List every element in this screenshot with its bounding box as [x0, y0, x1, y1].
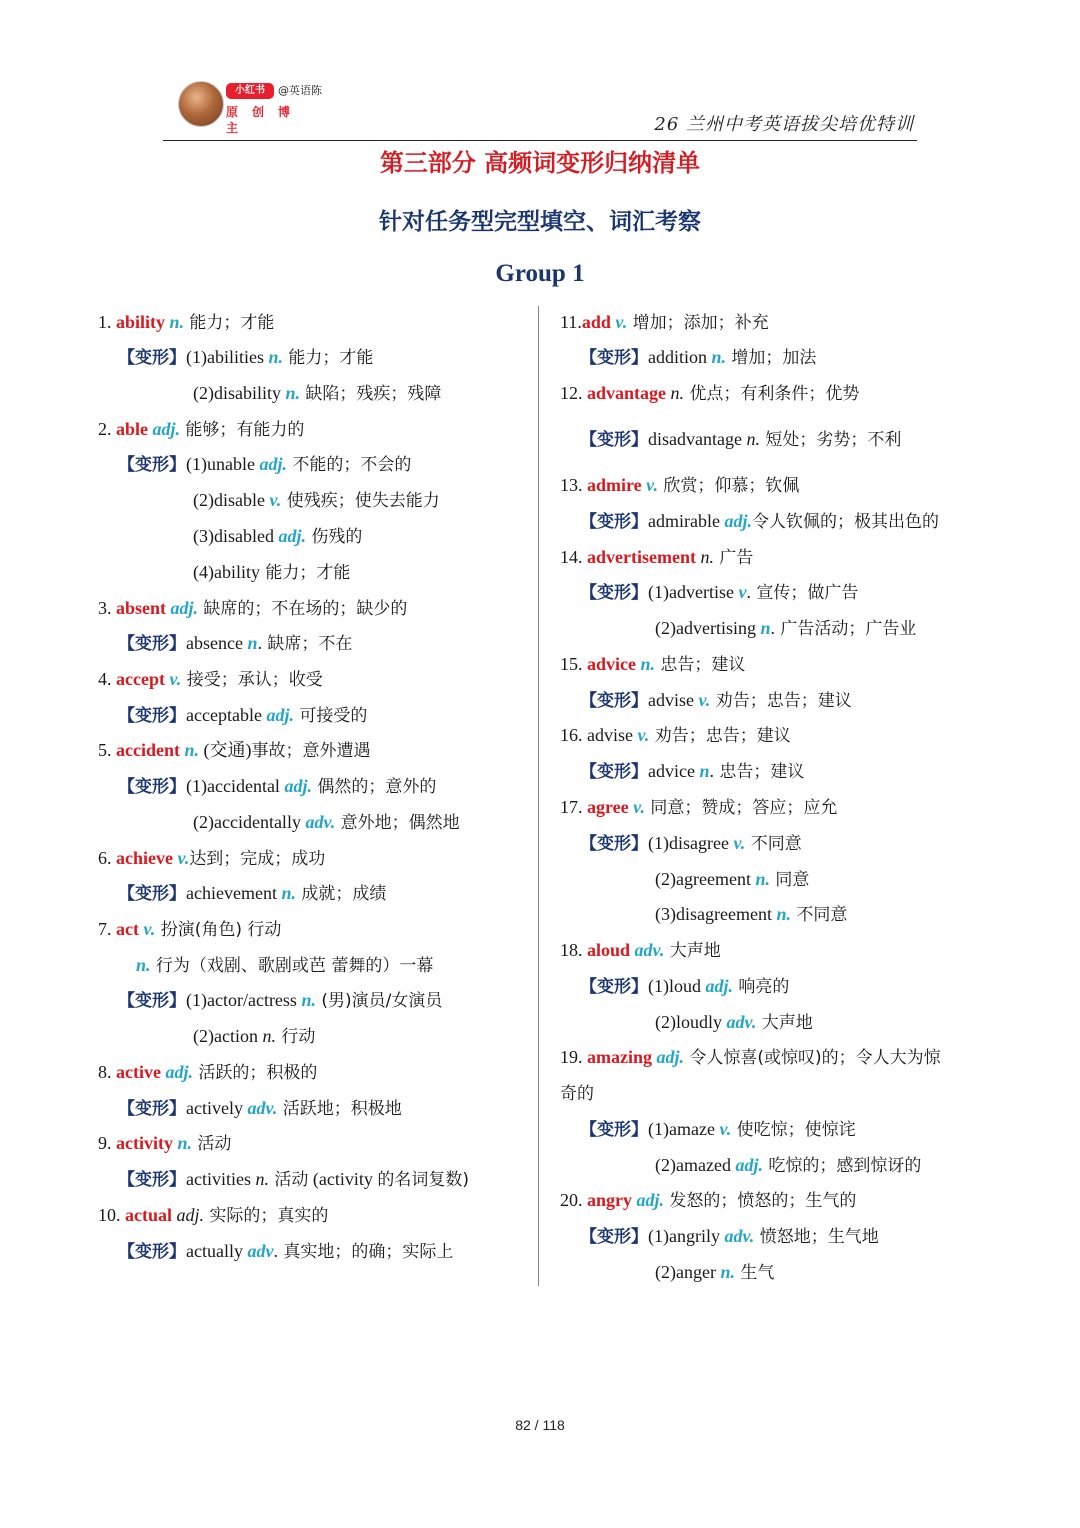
definition-text: 增加；加法 [726, 348, 817, 368]
english-text: 20. [560, 1190, 587, 1210]
english-text: (1)actor/actress [186, 990, 297, 1010]
headword: able [116, 419, 149, 439]
english-text: (1)advertise [648, 582, 734, 602]
english-text: 15. [560, 654, 587, 674]
vocab-line [98, 1132, 231, 1155]
brand-badge: 小红书 [226, 83, 274, 99]
headword: act [116, 919, 139, 939]
definition-text: 意外地；偶然地 [335, 813, 460, 833]
part-of-speech: n [694, 761, 710, 781]
vocab-line [560, 796, 837, 819]
definition-text: 不同意 [745, 834, 802, 854]
english-text: (2)amazed [655, 1155, 731, 1175]
part-of-speech: adv. [242, 1098, 278, 1118]
part-of-speech: n. [695, 547, 714, 567]
definition-text: 令人惊喜(或惊叹)的；令人大为惊 [684, 1048, 941, 1068]
part-of-speech: n. [136, 955, 151, 975]
vocab-line [580, 428, 901, 451]
vocab-line [580, 510, 939, 533]
vocab-line [560, 382, 859, 405]
definition-text: 达到；完成；成功 [189, 849, 326, 869]
definition-text: 使残疾；使失去能力 [281, 491, 440, 511]
vocab-line [136, 954, 433, 977]
vocab-line [118, 775, 436, 798]
part-of-speech: n. [296, 990, 316, 1010]
definition-text: 短处；劣势；不利 [759, 430, 902, 450]
page-number: 82 / 118 [515, 1417, 565, 1433]
vocab-line [560, 1046, 941, 1069]
english-text: 3. [98, 598, 116, 618]
english-text: . [273, 1241, 278, 1261]
english-text: addition [648, 347, 707, 367]
variant-tag: 【变形】 [580, 348, 648, 368]
vocab-line [98, 668, 323, 691]
definition-text: 活跃地；积极地 [277, 1099, 402, 1119]
part-of-speech: adj. [172, 1205, 205, 1225]
part-of-speech: n. [250, 1169, 269, 1189]
english-text: advise [648, 690, 694, 710]
definition-text: 忠告；建议 [713, 762, 805, 782]
vocab-line [655, 1261, 774, 1284]
part-of-speech: n. [165, 312, 185, 332]
part-of-speech: v. [693, 690, 711, 710]
definition-text: 发怒的；愤怒的；生气的 [664, 1191, 857, 1211]
english-text: (1)angrily [648, 1226, 720, 1246]
english-text: 13. [560, 475, 587, 495]
part-of-speech: n. [707, 347, 727, 367]
english-text: (2)disable [193, 490, 265, 510]
english-text: 17. [560, 797, 587, 817]
vocab-line [560, 1082, 594, 1105]
part-of-speech: n. [741, 429, 760, 449]
english-text: 9. [98, 1133, 116, 1153]
definition-text: 缺席；不在 [261, 634, 353, 654]
english-text: (1)amaze [648, 1119, 715, 1139]
english-text: (4)ability [193, 562, 260, 582]
english-text: 16. advise [560, 725, 633, 745]
english-text: (activity [308, 1169, 378, 1189]
part-of-speech: n. [263, 347, 283, 367]
english-text: 8. [98, 1062, 116, 1082]
definition-text: 广告 [713, 548, 754, 568]
vocab-line [118, 1168, 469, 1191]
origin-label: 原创博主 [226, 105, 305, 135]
part-of-speech: n. [276, 883, 296, 903]
vocab-line [580, 760, 804, 783]
variant-tag: 【变形】 [580, 1120, 648, 1140]
part-of-speech: n. [771, 904, 791, 924]
vocab-line [560, 724, 791, 747]
variant-tag: 【变形】 [580, 834, 648, 854]
headword: agree [587, 797, 629, 817]
definition-text: 能够；有能力的 [180, 420, 305, 440]
vocab-line [98, 1204, 328, 1227]
definition-text: 奇的 [560, 1084, 594, 1104]
part-of-speech: adv. [719, 1226, 755, 1246]
part-of-speech: n [242, 633, 258, 653]
vocab-line [118, 1097, 402, 1120]
part-of-speech: v. [728, 833, 746, 853]
definition-text: 忠告；建议 [655, 655, 746, 675]
definition-text: 同意；赞成；答应；应允 [644, 798, 838, 818]
vocab-line [655, 868, 809, 891]
english-text: (1)loud [648, 976, 701, 996]
column-divider [538, 306, 539, 1286]
headword: amazing [587, 1047, 652, 1067]
english-text: 6. [98, 848, 116, 868]
definition-text: 缺陷；残疾；残障 [300, 384, 442, 404]
vocab-line [655, 1154, 921, 1177]
variant-tag: 【变形】 [118, 991, 186, 1011]
course-title: 26 兰州中考英语拔尖培优特训 [654, 114, 914, 135]
part-of-speech: v. [628, 797, 645, 817]
vocab-line [560, 1189, 856, 1212]
definition-text: 响亮的 [733, 977, 790, 997]
definition-text: 活跃的；积极的 [193, 1063, 318, 1083]
part-of-speech: adj. [730, 1155, 763, 1175]
variant-tag: 【变形】 [580, 762, 648, 782]
english-text: . [770, 618, 775, 638]
definition-text: 能力；才能 [259, 563, 351, 583]
variant-tag: 【变形】 [118, 884, 186, 904]
part-of-speech: adj. [148, 419, 181, 439]
variant-tag: 【变形】 [118, 1170, 186, 1190]
english-text: 19. [560, 1047, 587, 1067]
vocab-line [580, 689, 852, 712]
variant-tag: 【变形】 [118, 634, 186, 654]
part-of-speech: adj. [652, 1047, 685, 1067]
vocab-line [98, 1061, 317, 1084]
headword: advantage [587, 383, 667, 403]
variant-tag: 【变形】 [118, 706, 186, 726]
vocab-line [98, 311, 274, 334]
variant-tag: 【变形】 [580, 430, 648, 450]
variant-tag: 【变形】 [580, 583, 648, 603]
english-text: 18. [560, 940, 587, 960]
definition-text: 劝告；忠告；建议 [649, 726, 791, 746]
definition-text: 令人钦佩的；极其出色的 [751, 512, 939, 532]
vocab-line [655, 903, 847, 926]
definition-text: 缺席的；不在场的；缺少的 [198, 599, 408, 619]
definition-text: 能力；才能 [283, 348, 374, 368]
definition-text: 优点；有利条件；优势 [684, 384, 860, 404]
vocab-line [193, 561, 350, 584]
vocab-line [193, 489, 440, 512]
part-of-speech: adj. [701, 976, 734, 996]
vocab-line [98, 739, 371, 762]
avatar [178, 81, 224, 127]
definition-text: 欣赏；仰慕；钦佩 [658, 476, 800, 496]
headword: actual [125, 1205, 172, 1225]
headword: advice [587, 654, 636, 674]
headword: aloud [587, 940, 631, 960]
part-of-speech: adv. [300, 812, 336, 832]
headword: add [581, 312, 611, 332]
vocab-line [118, 632, 352, 655]
definition-text: 真实地；的确；实际上 [277, 1242, 454, 1262]
vocab-line [655, 1011, 813, 1034]
part-of-speech: v. [610, 312, 628, 332]
header-rule [163, 140, 917, 141]
headword: ability [116, 312, 166, 332]
vocab-line [560, 939, 721, 962]
part-of-speech: n. [750, 869, 770, 889]
headword: accident [116, 740, 180, 760]
headword: activity [116, 1133, 173, 1153]
part-of-speech: v. [632, 725, 650, 745]
definition-text: 宣传；做广告 [750, 583, 859, 603]
part-of-speech: n [755, 618, 771, 638]
part-of-speech: v. [164, 669, 182, 689]
part-of-speech: n. [257, 1026, 276, 1046]
definition-text: 广告活动；广告业 [774, 619, 917, 639]
definition-text: 能力；才能 [184, 313, 275, 333]
part-of-speech: adj. [254, 454, 287, 474]
definition-text: 劝告；忠告；建议 [710, 691, 852, 711]
vocab-line [98, 918, 281, 941]
vocab-line [118, 882, 386, 905]
vocab-line [193, 525, 362, 548]
english-text: acceptable [186, 705, 262, 725]
english-text: (2)anger [655, 1262, 716, 1282]
part-of-speech: n. [715, 1262, 735, 1282]
headword: absent [116, 598, 167, 618]
vocab-line [560, 311, 769, 334]
vocab-line [118, 346, 373, 369]
definition-text: (男)演员/女演员 [315, 991, 443, 1011]
vocab-line [580, 832, 802, 855]
vocab-line [98, 847, 325, 870]
english-text: (1)accidental [186, 776, 280, 796]
definition-text: 成就；成绩 [295, 884, 387, 904]
english-text: 11. [560, 312, 582, 332]
part-of-speech: adv. [630, 940, 665, 960]
headword: admire [587, 475, 642, 495]
definition-text: 伤残的 [306, 527, 363, 547]
part-of-speech: n. [281, 383, 301, 403]
vocab-line [118, 704, 367, 727]
english-text: (2)disability [193, 383, 281, 403]
part-of-speech: adj. [719, 511, 752, 531]
vocab-line [193, 1025, 315, 1048]
english-text: absence [186, 633, 243, 653]
headword: angry [587, 1190, 632, 1210]
vocab-line [655, 617, 916, 640]
definition-text: 事故；意外遭遇 [251, 741, 371, 761]
english-text: actually [186, 1241, 243, 1261]
definition-text: 不能的；不会的 [286, 455, 412, 475]
vocab-line [560, 653, 745, 676]
part-of-speech: adj. [632, 1190, 665, 1210]
part-of-speech: v. [641, 475, 658, 495]
english-text: 10. [98, 1205, 125, 1225]
vocab-line [98, 597, 407, 620]
english-text: achievement [186, 883, 277, 903]
definition-text: 使吃惊；使惊诧 [731, 1120, 856, 1140]
part-of-speech: n. [636, 654, 656, 674]
definition-text: 行为（戏剧、歌剧或芭 蕾舞的）一幕 [150, 956, 434, 976]
part-of-speech: adj. [166, 598, 199, 618]
definition-text: 活动 [192, 1134, 232, 1154]
english-text: (2)advertising [655, 618, 756, 638]
english-text: (1)unable [186, 454, 255, 474]
english-text: 7. [98, 919, 116, 939]
english-text: 1. [98, 312, 116, 332]
headword: active [116, 1062, 161, 1082]
part-of-speech: adv [242, 1241, 274, 1261]
vocab-line [193, 382, 441, 405]
author-handle: @英语陈 [278, 84, 322, 97]
part-of-speech: v. [264, 490, 282, 510]
section-title: 第三部分 高频词变形归纳清单 [379, 149, 701, 177]
definition-text: 大声地 [664, 941, 721, 961]
vocab-line [580, 1118, 856, 1141]
vocab-line [580, 975, 789, 998]
definition-text: 不同意 [790, 905, 848, 925]
part-of-speech: adv. [722, 1012, 757, 1032]
definition-text: 大声地 [756, 1013, 813, 1033]
part-of-speech: adj. [160, 1062, 193, 1082]
definition-text: 的名词复数) [377, 1170, 470, 1190]
english-text: (2)accidentally [193, 812, 301, 832]
vocab-line [193, 811, 460, 834]
english-text: 4. [98, 669, 116, 689]
headword: achieve [116, 848, 173, 868]
vocab-line [118, 1240, 453, 1263]
english-text: (2)agreement [655, 869, 751, 889]
english-text: actively [186, 1098, 243, 1118]
variant-tag: 【变形】 [580, 1227, 648, 1247]
english-text: 2. [98, 419, 116, 439]
english-text: (3)disabled [193, 526, 274, 546]
definition-text: 接受；承认；收受 [181, 670, 323, 690]
part-of-speech: n. [172, 1133, 192, 1153]
english-text: (1)disagree [648, 833, 729, 853]
variant-tag: 【变形】 [580, 977, 648, 997]
vocab-line [580, 1225, 879, 1248]
variant-tag: 【变形】 [118, 1242, 186, 1262]
vocab-line [580, 581, 858, 604]
english-text: admirable [648, 511, 720, 531]
part-of-speech: v. [714, 1119, 732, 1139]
english-text: activities [186, 1169, 251, 1189]
variant-tag: 【变形】 [118, 1099, 186, 1119]
group-heading: Group 1 [495, 260, 585, 287]
english-text: . [746, 582, 751, 602]
english-text: (2)action [193, 1026, 258, 1046]
definition-text: 行动 [275, 1027, 316, 1047]
variant-tag: 【变形】 [580, 691, 648, 711]
variant-tag: 【变形】 [118, 348, 186, 368]
headword: accept [116, 669, 165, 689]
part-of-speech: adj. [279, 776, 312, 796]
vocab-line [560, 546, 753, 569]
variant-tag: 【变形】 [118, 777, 186, 797]
english-text: . [257, 633, 262, 653]
vocab-line [560, 474, 799, 497]
definition-text: 增加；添加；补充 [627, 313, 769, 333]
definition-text: 扮演(角色) 行动 [155, 920, 282, 940]
definition-text: 可接受的 [293, 706, 368, 726]
english-text: (1)abilities [186, 347, 264, 367]
vocab-line [118, 989, 442, 1012]
vocab-line [98, 418, 304, 441]
section-subtitle: 针对任务型完型填空、词汇考察 [379, 209, 701, 235]
part-of-speech: v [733, 582, 747, 602]
definition-text: 实际的；真实的 [204, 1206, 329, 1226]
english-text: . [709, 761, 714, 781]
definition-text: 生气 [734, 1263, 775, 1283]
headword: advertisement [587, 547, 696, 567]
vocab-line [580, 346, 816, 369]
part-of-speech: n. [179, 740, 199, 760]
definition-text: 吃惊的；感到惊讶的 [762, 1156, 922, 1176]
part-of-speech: adj. [261, 705, 294, 725]
part-of-speech: v. [138, 919, 156, 939]
english-text: 12. [560, 383, 587, 403]
english-text: disadvantage [648, 429, 742, 449]
variant-tag: 【变形】 [118, 455, 186, 475]
vocab-line [118, 453, 411, 476]
part-of-speech: adj. [273, 526, 306, 546]
english-text: 5. [98, 740, 116, 760]
definition-text: 愤怒地；生气地 [754, 1227, 879, 1247]
english-text: (交通) [199, 740, 252, 760]
english-text: 14. [560, 547, 587, 567]
english-text: (2)loudly [655, 1012, 722, 1032]
part-of-speech: n. [666, 383, 685, 403]
definition-text: 同意 [769, 870, 810, 890]
definition-text: 活动 [268, 1170, 309, 1190]
english-text: (3)disagreement [655, 904, 772, 924]
english-text: advice [648, 761, 695, 781]
variant-tag: 【变形】 [580, 512, 648, 532]
definition-text: 偶然的；意外的 [311, 777, 437, 797]
part-of-speech: v. [172, 848, 190, 868]
